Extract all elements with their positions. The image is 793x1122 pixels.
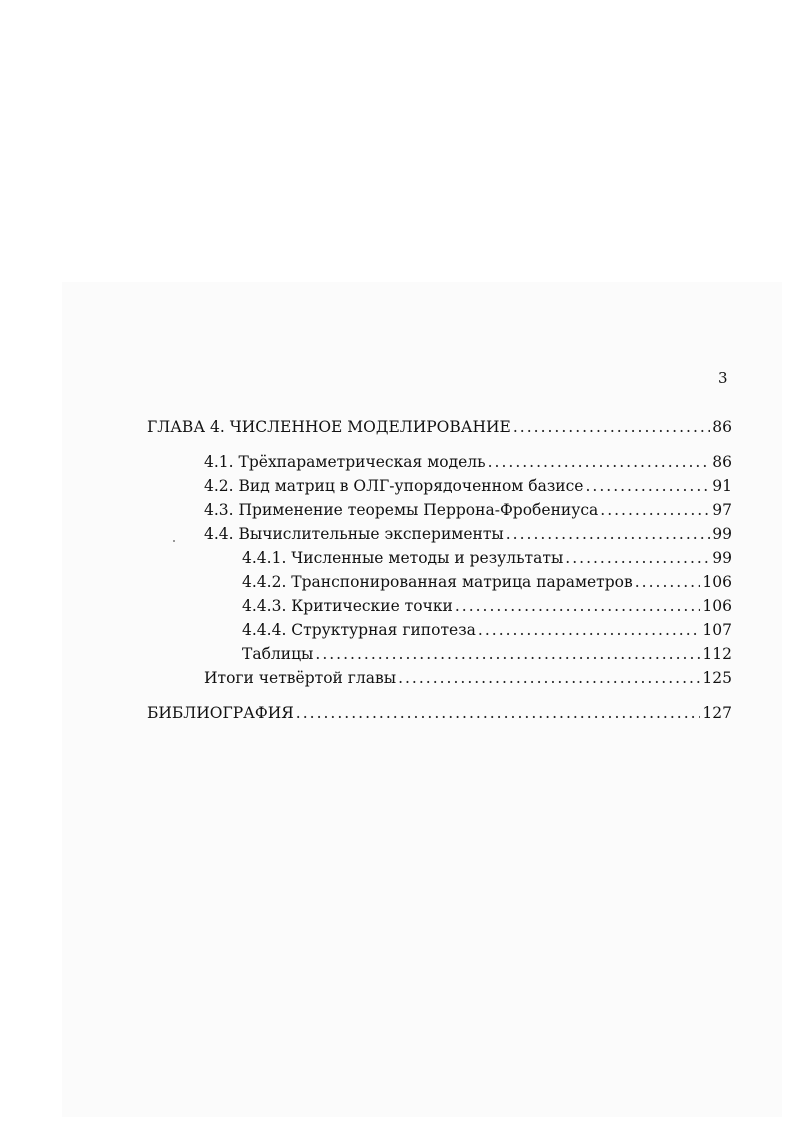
dot-leader	[585, 475, 710, 497]
toc-entry-page: 127	[702, 704, 732, 722]
toc-entry-4-1[interactable]	[204, 451, 732, 473]
toc-entry-4-4-4[interactable]	[242, 619, 732, 641]
toc-entry-label: ГЛАВА 4. ЧИСЛЕННОЕ МОДЕЛИРОВАНИЕ	[147, 418, 511, 436]
toc-entry-4-4[interactable]	[204, 523, 732, 545]
toc-entry-label: БИБЛИОГРАФИЯ	[147, 704, 294, 722]
toc-entry-bibliography[interactable]	[147, 702, 732, 724]
toc-entry-summary[interactable]	[204, 667, 732, 689]
toc-entry-page: 125	[702, 669, 732, 687]
toc-entry-page: 99	[712, 525, 732, 543]
toc-entry-label: 4.3. Применение теоремы Перрона-Фробениуса	[204, 501, 599, 519]
toc-entry-page: 99	[712, 549, 732, 567]
toc-entry-page: 86	[712, 453, 732, 471]
toc-entry-page: 86	[712, 418, 732, 436]
toc-entry-4-4-2[interactable]	[242, 571, 732, 593]
toc-entry-page: 107	[702, 621, 732, 639]
toc-entry-label: 4.1. Трёхпараметрическая модель	[204, 453, 486, 471]
toc-entry-4-4-3[interactable]	[242, 595, 732, 617]
dot-leader	[600, 499, 710, 521]
dot-leader	[635, 571, 701, 593]
toc-entry-label: 4.4. Вычислительные эксперименты	[204, 525, 504, 543]
dot-leader	[488, 451, 711, 473]
toc-entry-page: 91	[712, 477, 732, 495]
toc-entry-label: 4.4.1. Численные методы и результаты	[242, 549, 564, 567]
dot-leader	[478, 619, 700, 641]
dot-leader	[455, 595, 701, 617]
toc-entry-page: 112	[702, 645, 732, 663]
dot-leader	[296, 702, 701, 724]
toc-entry-tables[interactable]	[242, 643, 732, 665]
dot-leader	[315, 643, 700, 665]
toc-entry-label: 4.4.3. Критические точки	[242, 597, 453, 615]
toc-entry-page: 97	[712, 501, 732, 519]
page-number: 3	[718, 369, 728, 387]
dot-leader	[565, 547, 710, 569]
toc-entry-label: Таблицы	[242, 645, 314, 663]
toc-entry-page: 106	[702, 573, 732, 591]
toc-entry-label: 4.4.2. Транспонированная матрица параметров	[242, 573, 633, 591]
toc-entry-label: Итоги четвёртой главы	[204, 669, 397, 687]
dot-leader	[398, 667, 700, 689]
toc-entry-4-4-1[interactable]	[242, 547, 732, 569]
toc-entry-chapter-4[interactable]	[147, 416, 732, 438]
toc-entry-page: 106	[702, 597, 732, 615]
dot-leader	[513, 416, 710, 438]
toc-entry-label: 4.2. Вид матриц в ОЛГ-упорядоченном базисе	[204, 477, 584, 495]
dot-leader	[506, 523, 711, 545]
toc-entry-4-3[interactable]	[204, 499, 732, 521]
toc-entry-label: 4.4.4. Структурная гипотеза	[242, 621, 476, 639]
toc-entry-4-2[interactable]	[204, 475, 732, 497]
